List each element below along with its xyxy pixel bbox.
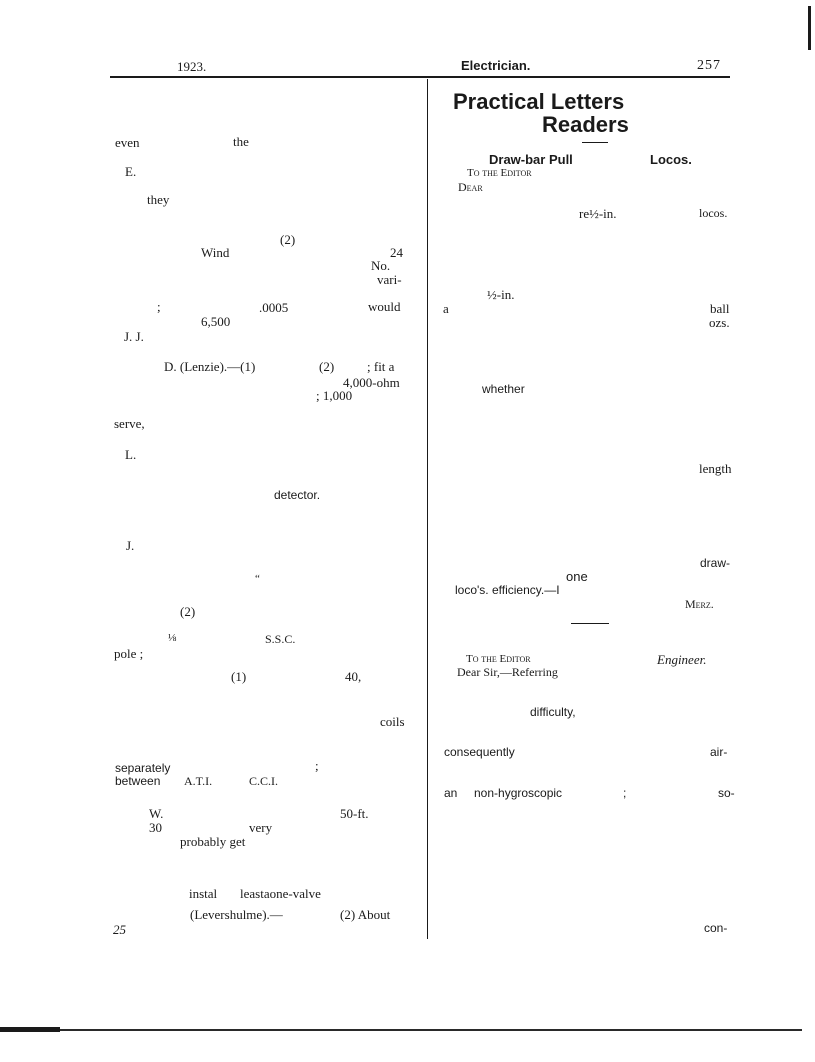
left-frag-40: 40,	[345, 669, 362, 684]
letter2-dear-sir: Dear Sir,—Referring	[457, 665, 558, 679]
left-frag-1000: ; 1,000	[316, 388, 353, 403]
header-title: Electrician.	[461, 58, 531, 73]
letter1-frag-whether: whether	[482, 382, 525, 396]
letter2-frag-consequently: consequently	[444, 745, 515, 759]
letter1-frag-length: length	[699, 461, 732, 476]
left-frag-6500: 6,500	[201, 314, 231, 329]
letter2-frag-semicolon: ;	[623, 786, 627, 800]
footer-rule	[0, 1029, 802, 1031]
letter1-subhead-right: Locos.	[650, 152, 692, 167]
left-frag-between: between	[115, 774, 161, 788]
left-frag-they: they	[147, 192, 170, 207]
letter1-frag-one: one	[566, 569, 588, 584]
left-frag-pole: pole ;	[114, 646, 144, 661]
left-frag-serve: serve,	[114, 416, 145, 431]
edge-mark	[808, 6, 811, 50]
left-frag-install: instal	[189, 886, 218, 901]
header-year: 1923.	[177, 59, 207, 74]
letter1-subhead-left: Draw-bar Pull	[489, 152, 573, 167]
left-frag-e: E.	[125, 164, 137, 179]
section-heading-line1: Practical Letters	[453, 89, 625, 114]
left-frag-2c: (2)	[180, 604, 196, 619]
left-frag-even: even	[115, 135, 140, 150]
section-heading-line2: Readers	[542, 112, 629, 137]
left-frag-2b: (2)	[319, 359, 335, 374]
left-frag-very: very	[249, 820, 273, 835]
left-frag-lenzie: D. (Lenzie).—(1)	[164, 359, 256, 374]
left-frag-2a: (2)	[280, 232, 296, 247]
letter1-frag-ozs: ozs.	[709, 315, 730, 330]
left-frag-cci: C.C.I.	[249, 774, 279, 788]
left-frag-30: 30	[149, 820, 162, 835]
letter1-frag-a: a	[443, 301, 449, 316]
letter1-frag-re-in: re½-in.	[579, 206, 617, 221]
left-frag-w: W.	[149, 806, 164, 821]
left-frag-vari: vari-	[377, 272, 402, 287]
left-frag-1b: (1)	[231, 669, 247, 684]
letter-separator-rule	[571, 623, 609, 624]
left-frag-24: 24	[390, 245, 403, 260]
letter1-frag-half-in: ½-in.	[487, 287, 515, 302]
left-frag-probably: probably get	[180, 834, 246, 849]
letter1-frag-efficiency: loco's. efficiency.—I	[455, 583, 560, 597]
left-frag-2about: (2) About	[340, 907, 391, 922]
letter2-frag-an: an	[444, 786, 458, 800]
left-frag-ssc: S.S.C.	[265, 632, 296, 646]
letter2-frag-difficulty: difficulty,	[530, 705, 576, 719]
letter2-to-editor: To the Editor	[466, 653, 531, 665]
footer-rule-thick	[0, 1027, 60, 1032]
left-frag-wind: Wind	[201, 245, 230, 260]
left-frag-0005: .0005	[259, 300, 289, 315]
left-frag-coils: coils	[380, 714, 405, 729]
left-frag-leastaone: leastaone-valve	[240, 886, 321, 901]
left-frag-eighth: ⅛	[168, 632, 177, 644]
left-frag-quote: “	[255, 573, 260, 585]
left-frag-detector: detector.	[274, 488, 321, 502]
left-frag-would: would	[368, 299, 401, 314]
heading-rule	[582, 142, 608, 143]
left-frag-50ft: 50-ft.	[340, 806, 369, 821]
left-frag-25: 25	[113, 922, 126, 937]
left-frag-no: No.	[371, 258, 391, 273]
left-frag-levershulme: (Levershulme).—	[190, 907, 283, 922]
header-rule	[110, 76, 730, 78]
letter1-to-editor: To the Editor	[467, 167, 532, 179]
left-frag-atl: A.T.I.	[184, 774, 213, 788]
letter1-dear: Dear	[458, 180, 483, 194]
letter1-signature: Merz.	[685, 597, 714, 611]
letter1-frag-locos: locos.	[699, 206, 728, 220]
left-frag-fit: ; fit a	[367, 359, 395, 374]
left-frag-semicolon2: ;	[315, 758, 319, 773]
letter1-frag-ball: ball	[710, 301, 730, 316]
letter2-frag-air: air-	[710, 745, 728, 759]
left-frag-jj: J. J.	[124, 329, 144, 344]
left-frag-separately: separately	[115, 761, 171, 775]
left-frag-4000ohm: 4,000-ohm	[343, 375, 400, 390]
letter2-frag-nonhygroscopic: non-hygroscopic	[474, 786, 563, 800]
page-number: 257	[697, 58, 721, 73]
letter1-frag-draw: draw-	[700, 556, 731, 570]
letter2-journal: Engineer.	[657, 652, 707, 667]
left-frag-semicolon1: ;	[157, 299, 161, 314]
letter2-frag-so: so-	[718, 786, 735, 800]
left-frag-l: L.	[125, 447, 137, 462]
column-divider	[427, 79, 428, 939]
left-frag-j: J.	[126, 538, 135, 553]
letter2-frag-con: con-	[704, 921, 728, 935]
left-frag-the: the	[233, 134, 249, 149]
